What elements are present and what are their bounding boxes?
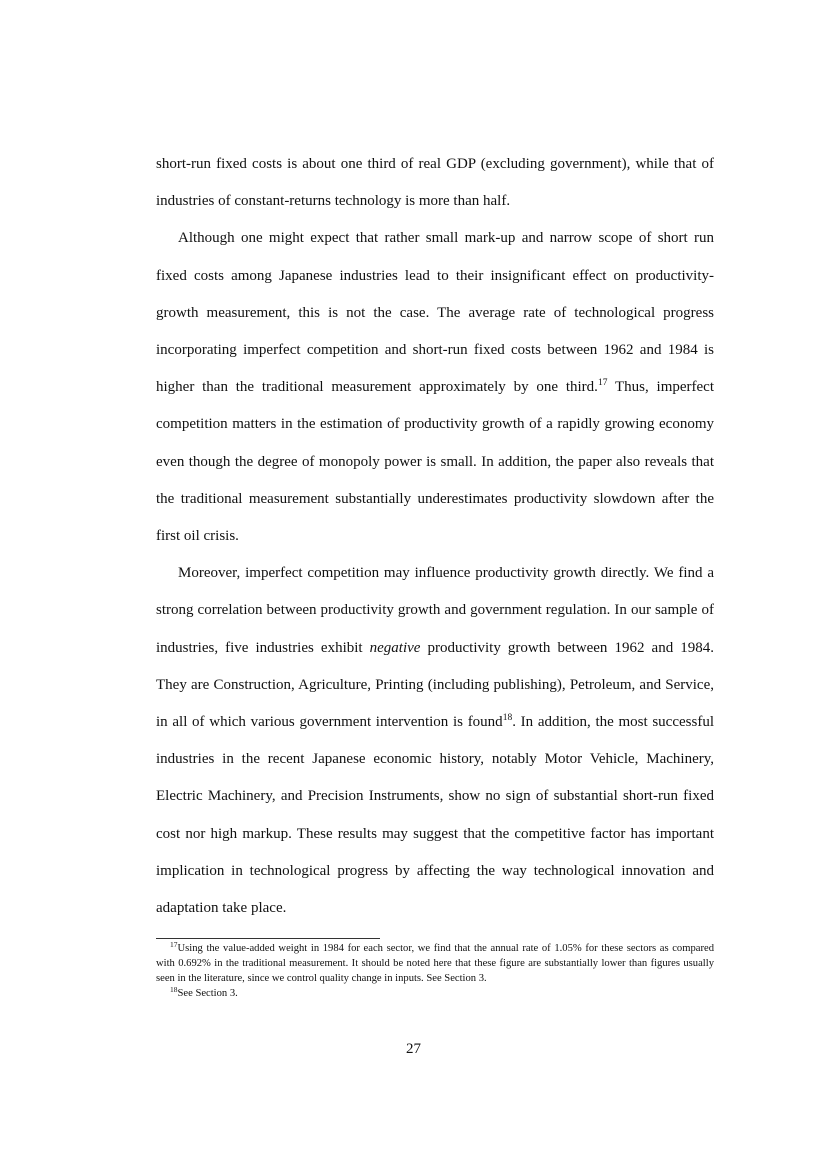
paragraph-3-text-b: productivity growth between 1962 and 1984. They are Construction, Agriculture, Printing (including publishing), Petroleum, and Service, in all of which various government intervention is found <box>156 639 715 731</box>
page-number: 27 <box>406 1041 421 1057</box>
footnote-divider <box>156 938 380 939</box>
emphasis-negative: negative <box>369 639 421 656</box>
footnote-17 <box>156 941 714 986</box>
footnote-ref-17[interactable]: 17 <box>597 378 608 389</box>
footnote-mark: 17 <box>170 940 178 949</box>
paragraph-2 <box>156 220 714 555</box>
footnote-text: Using the value-added weight in 1984 for each sector, we find that the annual rate of 1.05% for these sectors as compared with 0.692% in the traditional measurement. It should be noted here that these figure are substantially lower than figures usually seen in the literature, since we control quality change in inputs. See Section 3. <box>156 943 714 984</box>
paragraph-3-text-a: Moreover, imperfect competition may influence productivity growth directly. We find a strong correlation between productivity growth and government regulation. In our sample of industries, five industries exhibit <box>156 565 714 656</box>
footnotes <box>156 941 714 1001</box>
paragraph-1-text: short-run fixed costs is about one third of real GDP (excluding government), while that of industries of constant-returns technology is more than half. <box>156 156 714 210</box>
paragraph-3 <box>156 555 714 927</box>
paragraph-1 <box>156 146 714 220</box>
paragraph-2-text-b: Thus, imperfect competition matters in the estimation of productivity growth of a rapidly growing economy even though the degree of monopoly power is small. In addition, the paper also reveals that the traditional measurement substantially underestimates productivity slowdown after the first oil crisis. <box>156 379 714 545</box>
paragraph-3-text-c: . In addition, the most successful industries in the recent Japanese economic history, notably Motor Vehicle, Machinery, Electric Machinery, and Precision Instruments, show no sign of substantial short-run fixed cost nor high markup. These results may suggest that the competitive factor has important implication in technological progress by affecting the way technological innovation and adaptation take place. <box>156 714 714 917</box>
footnote-18 <box>156 986 714 1001</box>
footnote-ref-18[interactable]: 18 <box>502 713 513 724</box>
footnote-mark: 18 <box>170 985 178 994</box>
body-text <box>156 146 714 927</box>
paragraph-2-text-a: Although one might expect that rather small mark-up and narrow scope of short run fixed costs among Japanese industries lead to their insignificant effect on productivity-growth measurement, this is not the case. The average rate of technological progress incorporating imperfect competition and short-run fixed costs between 1962 and 1984 is higher than the traditional measurement approximately by one third. <box>156 230 714 396</box>
footnote-text: See Section 3. <box>177 988 238 999</box>
